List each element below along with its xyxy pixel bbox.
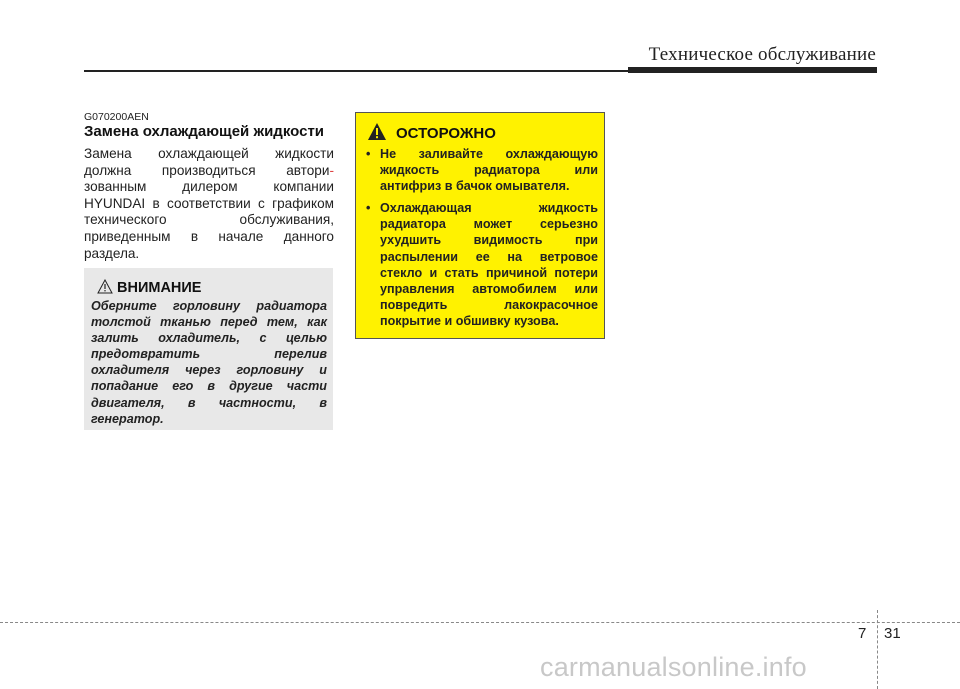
warning-item-text: Не заливайте охлаждающую жидкость радиатора или антифриз в бачок омывателя. <box>380 147 598 194</box>
warning-list <box>366 146 598 335</box>
page-divider <box>877 610 878 689</box>
warning-item <box>366 146 598 194</box>
header-title: Техническое обслуживание <box>648 44 876 65</box>
warning-item-text: Охлаждающая жидкость радиатора может серьезно ухудшить видимость при распылении ее на ветровое стекло и стать причиной потери управления автомобилем или повредить лакокрасочное покрытие и обшивку кузова. <box>380 201 598 328</box>
caution-triangle-icon <box>97 279 113 294</box>
warning-title: ОСТОРОЖНО <box>396 125 496 142</box>
header-rule-accent <box>628 67 877 73</box>
hyphen-mark: - <box>329 162 334 178</box>
section-number: 7 <box>858 625 867 642</box>
body-text-part-2: зованным дилером компании HYUNDAI в соответствии с графиком технического обслуживания, приведенным в начале данного раздела. <box>84 179 334 261</box>
watermark: carmanualsonline.info <box>540 652 807 682</box>
bullet: • <box>366 201 371 216</box>
section-body <box>84 146 334 262</box>
caution-title: ВНИМАНИЕ <box>117 280 202 296</box>
caution-text: Оберните горловину радиатора толстой тканью перед тем, как залить охладитель, с целью предотвратить перелив охладителя через горловину и попадание его в другие части двигателя, в частности, в генератор. <box>91 299 327 426</box>
warning-item <box>366 200 598 329</box>
page-number: 31 <box>884 625 901 642</box>
section-code: G070200AEN <box>84 111 149 123</box>
section-heading: Замена охлаждающей жидкости <box>84 123 325 140</box>
body-text-part-1: Замена охлаждающей жидкости должна производиться автори <box>84 146 334 178</box>
bullet: • <box>366 147 371 161</box>
caution-box <box>84 268 333 430</box>
warning-box <box>355 112 605 339</box>
footer-rule <box>0 622 960 623</box>
header-rule <box>84 70 628 72</box>
warning-triangle-icon <box>367 122 387 141</box>
